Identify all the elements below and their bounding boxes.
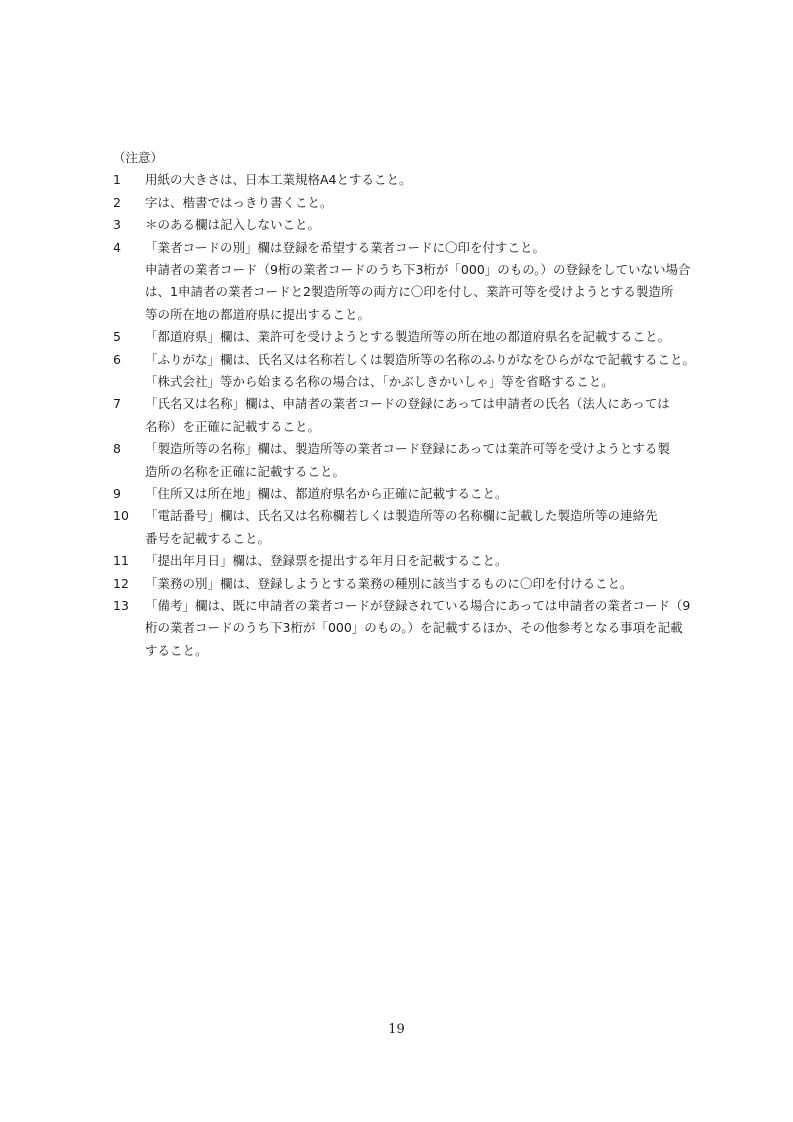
note-text-line: 「都道府県」欄は、業許可を受けようとする製造所等の所在地の都道府県名を記載すること。 <box>145 329 671 345</box>
note-body <box>145 595 690 662</box>
page-number: 19 <box>388 1022 405 1037</box>
note-number: 2 <box>113 194 121 210</box>
note-item <box>113 550 688 572</box>
note-text-line: 用紙の大きさは、日本工業規格A4とすること。 <box>145 172 412 188</box>
note-number: 12 <box>113 575 129 591</box>
note-text-line: 「ふりがな」欄は、氏名又は名称若しくは製造所等の名称のふりがなをひらがなで記載すること。 <box>145 351 696 367</box>
note-text-line: は、1申請者の業者コードと2製造所等の両方に〇印を付し、業許可等を受けようとする製造所 <box>145 284 674 300</box>
note-text-line: ＊のある欄は記入しないこと。 <box>145 217 321 233</box>
note-number: 11 <box>113 553 129 569</box>
note-text-line: 番号を記載すること。 <box>145 530 271 546</box>
note-item <box>113 483 688 505</box>
note-item <box>113 573 688 595</box>
note-body <box>145 393 688 438</box>
note-item <box>113 393 688 438</box>
note-text-line: 「業者コードの別」欄は登録を希望する業者コードに〇印を付すこと。 <box>145 239 546 255</box>
note-number: 3 <box>113 217 121 233</box>
note-item <box>113 438 688 483</box>
note-text-line: 「提出年月日」欄は、登録票を提出する年月日を記載すること。 <box>145 553 508 569</box>
note-text-line: 「備考」欄は、既に申請者の業者コードが登録されている場合にあっては申請者の業者コード（9 <box>145 597 691 613</box>
note-item <box>113 349 696 394</box>
notes-heading: （注意） <box>113 150 164 165</box>
note-body <box>145 505 688 550</box>
note-item <box>113 169 688 191</box>
note-number: 6 <box>113 351 121 367</box>
note-body <box>145 349 695 394</box>
notes-section <box>113 147 696 662</box>
note-text-line: 申請者の業者コード（9桁の業者コードのうち下3桁が「000」のもの。）の登録をしていない場合 <box>145 262 691 277</box>
note-text-line: 「電話番号」欄は、氏名又は名称欄若しくは製造所等の名称欄に記載した製造所等の連絡先 <box>145 508 658 524</box>
note-text-line: 「業務の別」欄は、登録しようとする業務の種別に該当するものに〇印を付けること。 <box>145 575 633 591</box>
note-text-line: 桁の業者コードのうち下3桁が「000」のもの。）を記載するほか、その他参考となる事項を記載 <box>145 620 683 636</box>
note-number: 10 <box>113 508 129 524</box>
note-text-line: 「住所又は所在地」欄は、都道府県名から正確に記載すること。 <box>145 485 508 501</box>
note-text-line: 「株式会社」等から始まる名称の場合は、「かぶしきかいしゃ」等を省略すること。 <box>145 373 614 389</box>
note-item <box>113 326 688 348</box>
note-body <box>145 550 688 572</box>
note-number: 4 <box>113 239 121 255</box>
note-item <box>113 237 691 327</box>
note-item <box>113 595 691 662</box>
note-body <box>145 214 688 236</box>
note-body <box>145 192 688 214</box>
note-item <box>113 505 688 550</box>
note-item <box>113 214 688 236</box>
note-text-line: 「氏名又は名称」欄は、申請者の業者コードの登録にあっては申請者の氏名（法人にあっては <box>145 396 670 412</box>
note-body <box>145 237 691 327</box>
note-number: 9 <box>113 485 121 501</box>
note-text-line: 名称）を正確に記載すること。 <box>145 418 321 434</box>
note-body <box>145 438 688 483</box>
note-number: 1 <box>113 172 121 188</box>
note-number: 8 <box>113 441 121 457</box>
note-text-line: 等の所在地の都道府県に提出すること。 <box>145 306 371 322</box>
note-body <box>145 326 688 348</box>
note-text-line: すること。 <box>145 642 208 658</box>
note-number: 7 <box>113 396 121 412</box>
note-number: 13 <box>113 597 129 613</box>
note-text-line: 「製造所等の名称」欄は、製造所等の業者コード登録にあっては業許可等を受けようとする製 <box>145 441 670 457</box>
notes-list <box>113 169 696 662</box>
note-body <box>145 483 688 505</box>
note-number: 5 <box>113 329 121 345</box>
note-text-line: 字は、楷書ではっきり書くこと。 <box>145 194 333 210</box>
note-body <box>145 573 688 595</box>
note-item <box>113 192 688 214</box>
note-body <box>145 169 688 191</box>
note-text-line: 造所の名称を正確に記載すること。 <box>145 463 346 479</box>
